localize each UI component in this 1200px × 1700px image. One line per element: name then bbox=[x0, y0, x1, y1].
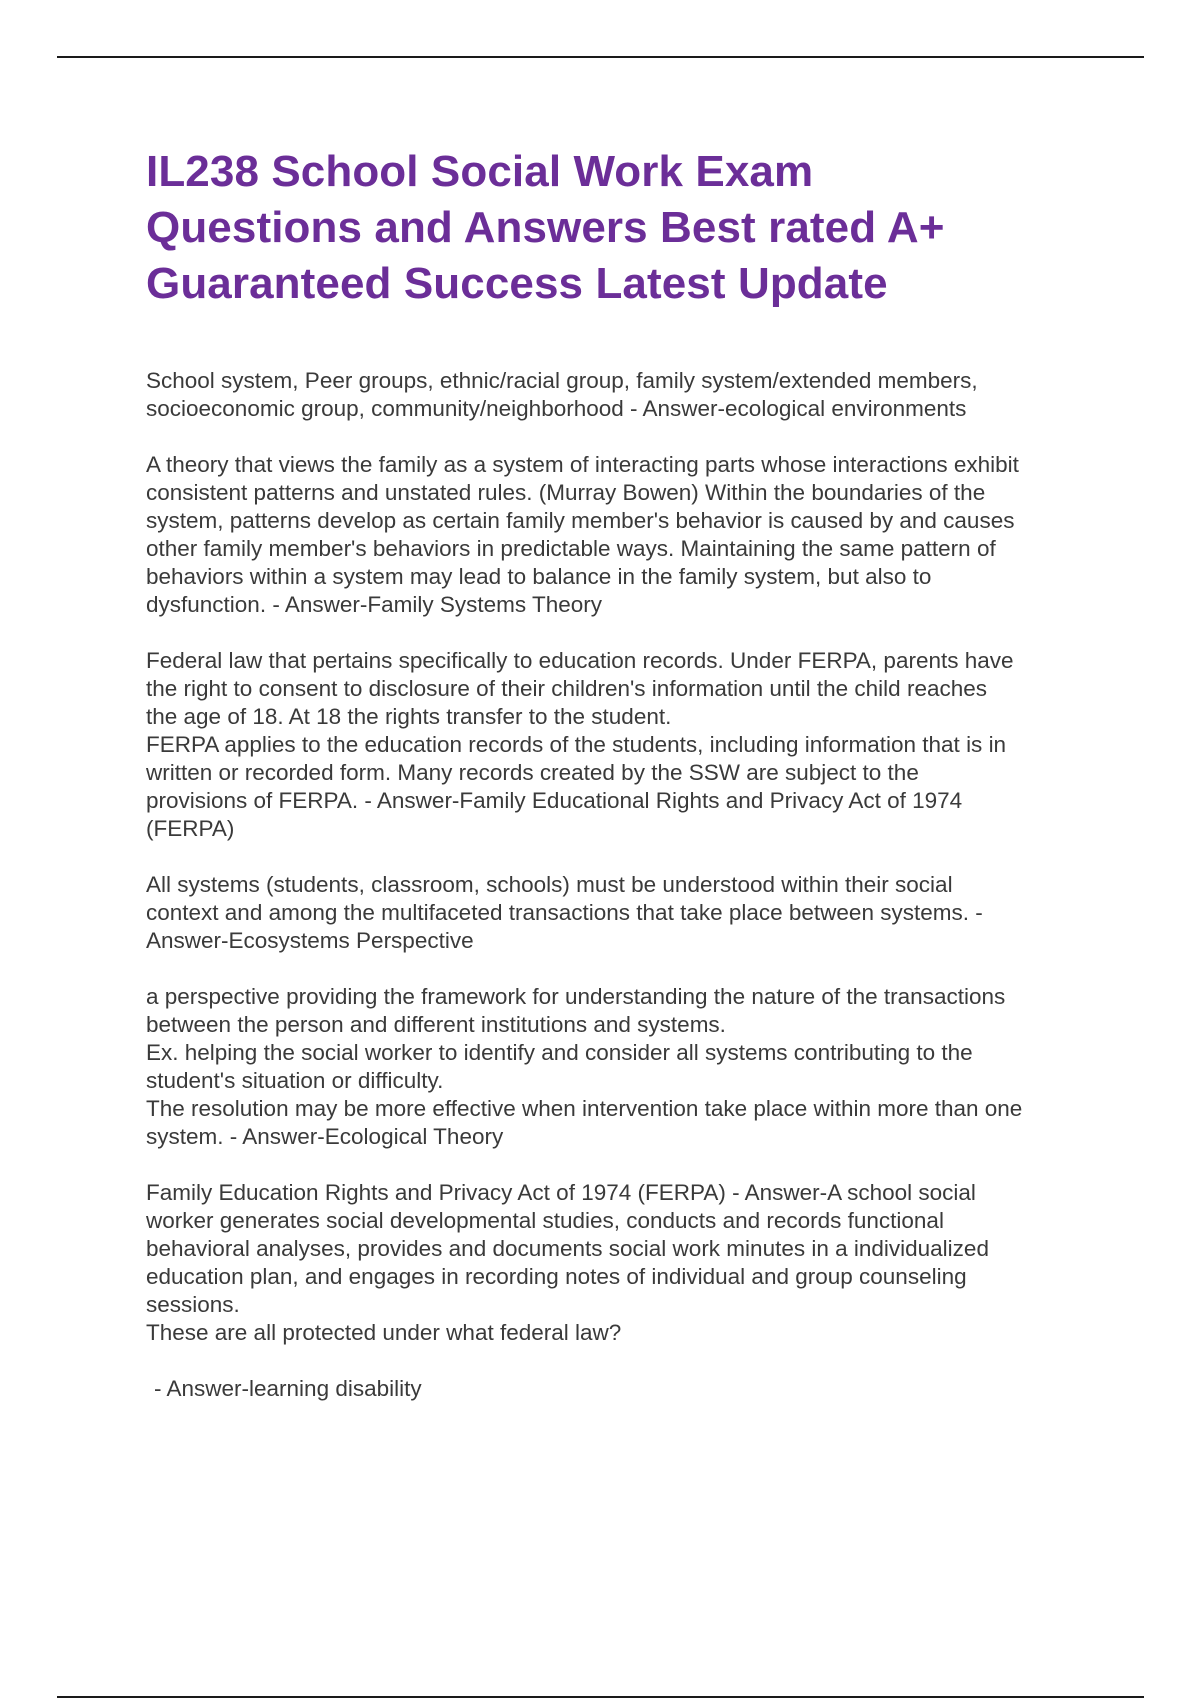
qa-line: dysfunction. - Answer-Family Systems Theory bbox=[146, 592, 602, 617]
title-line: Questions and Answers Best rated A+ bbox=[146, 203, 945, 252]
qa-entry bbox=[146, 871, 1096, 955]
qa-line: socioeconomic group, community/neighborhood - Answer-ecological environments bbox=[146, 396, 967, 421]
qa-line: behaviors within a system may lead to balance in the family system, but also to bbox=[146, 564, 932, 589]
qa-line: the right to consent to disclosure of their children's information until the child reaches bbox=[146, 676, 987, 701]
title-line: IL238 School Social Work Exam bbox=[146, 147, 814, 196]
top-divider bbox=[57, 56, 1144, 58]
qa-line: education plan, and engages in recording notes of individual and group counseling bbox=[146, 1264, 967, 1289]
qa-line: a perspective providing the framework for understanding the nature of the transactions bbox=[146, 984, 1006, 1009]
qa-line: Answer-Ecosystems Perspective bbox=[146, 928, 474, 953]
qa-line: consistent patterns and unstated rules. (Murray Bowen) Within the boundaries of the bbox=[146, 480, 986, 505]
qa-line: These are all protected under what federal law? bbox=[146, 1320, 622, 1345]
qa-line: Ex. helping the social worker to identify and consider all systems contributing to the bbox=[146, 1040, 973, 1065]
qa-content bbox=[146, 367, 1096, 1431]
qa-line: provisions of FERPA. - Answer-Family Educational Rights and Privacy Act of 1974 bbox=[146, 788, 963, 813]
qa-line: system, patterns develop as certain family member's behavior is caused by and causes bbox=[146, 508, 1015, 533]
qa-line: School system, Peer groups, ethnic/racial group, family system/extended members, bbox=[146, 368, 978, 393]
qa-entry bbox=[146, 647, 1096, 843]
qa-line: - Answer-learning disability bbox=[154, 1376, 422, 1401]
qa-entry bbox=[146, 451, 1096, 619]
qa-line: behavioral analyses, provides and documents social work minutes in a individualized bbox=[146, 1236, 989, 1261]
qa-line: system. - Answer-Ecological Theory bbox=[146, 1124, 504, 1149]
qa-entry bbox=[146, 1375, 1096, 1403]
qa-line: student's situation or difficulty. bbox=[146, 1068, 444, 1093]
qa-entry bbox=[146, 983, 1096, 1151]
qa-line: The resolution may be more effective when intervention take place within more than one bbox=[146, 1096, 1023, 1121]
qa-line: sessions. bbox=[146, 1292, 240, 1317]
qa-line: All systems (students, classroom, schools) must be understood within their social bbox=[146, 872, 953, 897]
title-line: Guaranteed Success Latest Update bbox=[146, 259, 888, 308]
qa-line: the age of 18. At 18 the rights transfer to the student. bbox=[146, 704, 672, 729]
qa-line: worker generates social developmental studies, conducts and records functional bbox=[146, 1208, 944, 1233]
qa-line: written or recorded form. Many records created by the SSW are subject to the bbox=[146, 760, 919, 785]
qa-entry bbox=[146, 367, 1096, 423]
qa-line: (FERPA) bbox=[146, 816, 235, 841]
document-title bbox=[146, 144, 1106, 312]
bottom-divider bbox=[57, 1696, 1144, 1698]
qa-line: A theory that views the family as a system of interacting parts whose interactions exhibit bbox=[146, 452, 1019, 477]
qa-line: Federal law that pertains specifically to education records. Under FERPA, parents have bbox=[146, 648, 1014, 673]
qa-line: between the person and different institutions and systems. bbox=[146, 1012, 726, 1037]
qa-line: FERPA applies to the education records of the students, including information that is in bbox=[146, 732, 1007, 757]
qa-line: other family member's behaviors in predictable ways. Maintaining the same pattern of bbox=[146, 536, 996, 561]
qa-entry bbox=[146, 1179, 1096, 1347]
qa-line: context and among the multifaceted transactions that take place between systems. - bbox=[146, 900, 983, 925]
qa-line: Family Education Rights and Privacy Act of 1974 (FERPA) - Answer-A school social bbox=[146, 1180, 976, 1205]
